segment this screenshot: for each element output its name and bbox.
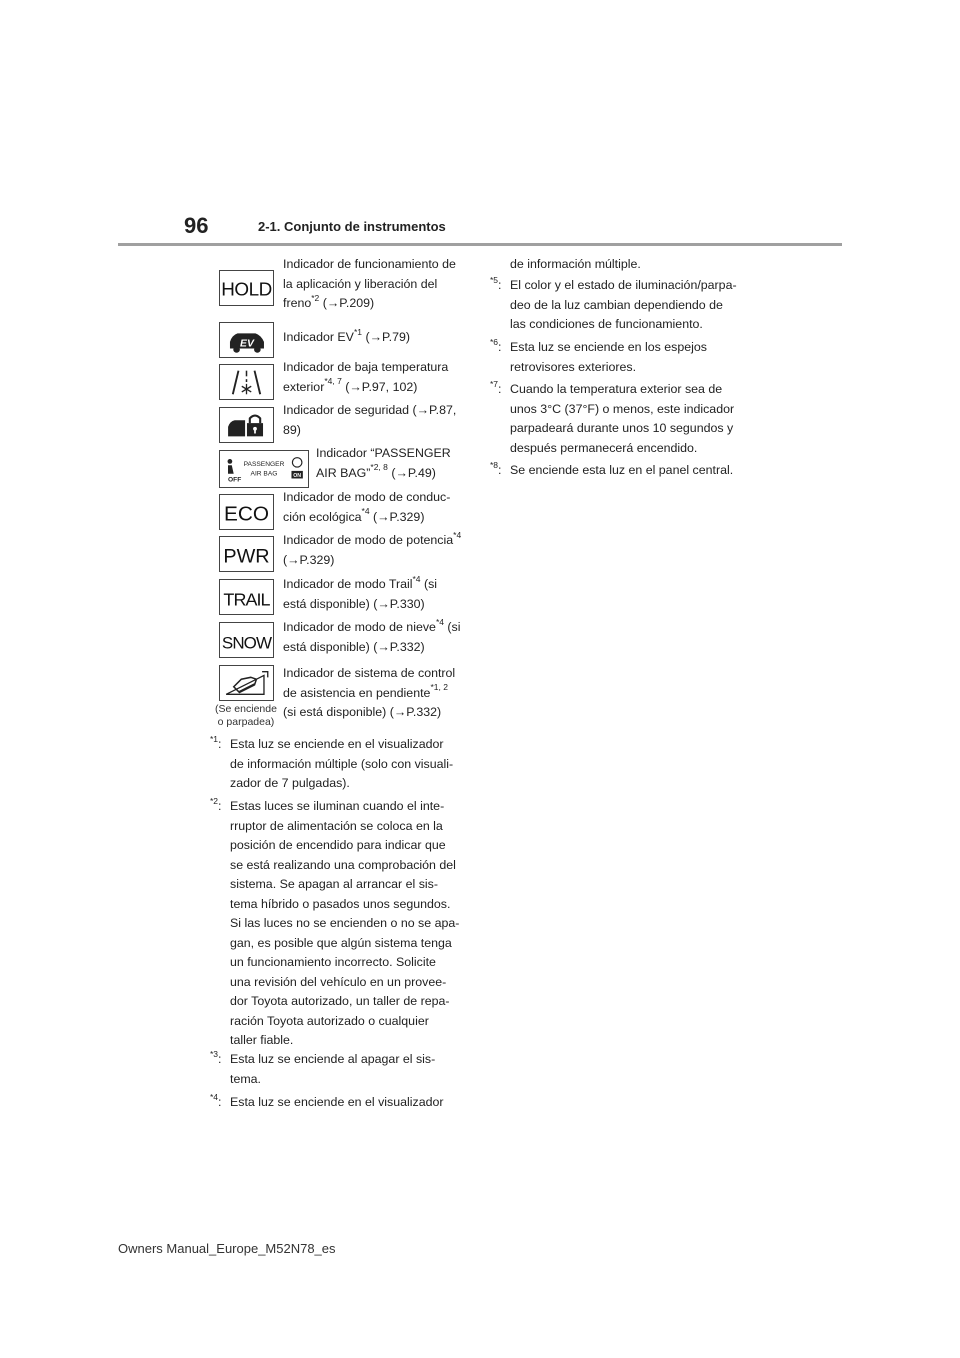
svg-text:EV: EV <box>240 338 254 350</box>
hold-icon <box>219 270 274 306</box>
pwr-icon <box>219 536 274 572</box>
svg-text:OFF: OFF <box>228 476 242 484</box>
section-title: 2-1. Conjunto de instrumentos <box>258 219 446 234</box>
svg-text:PWR: PWR <box>223 545 270 568</box>
snow-icon <box>219 622 274 658</box>
hill-assist-icon-caption: (Se enciende o parpadea) <box>215 703 277 728</box>
indicator-hill-assist-description: Indicador de sistema de control de asistencia en pendiente$^{*1, 2}$ (si está disponible) (→P.332) <box>283 666 456 719</box>
indicator-passenger-airbag-description: Indicador “PASSENGER AIR BAG”$^{*2, 8}$ (→P.49) <box>316 446 451 480</box>
indicator-trail-description: Indicador de modo Trail$^{*4}$ (si está disponible) (→P.330) <box>283 573 438 611</box>
svg-text:AIR BAG: AIR BAG <box>250 470 278 478</box>
low-temp-icon <box>219 364 274 400</box>
page-number: 96 <box>184 213 209 238</box>
trail-icon <box>219 579 274 615</box>
header-rule <box>118 243 842 246</box>
svg-text:ON: ON <box>293 473 302 480</box>
eco-icon <box>219 494 274 530</box>
indicator-pwr-description: Indicador de modo de potencia$^{*4}$ (→P.329) <box>283 529 462 567</box>
indicator-hold-description: Indicador de funcionamiento de la aplicación y liberación del freno$^{*2}$ (→P.209) <box>283 257 456 310</box>
indicator-low-temp-description: Indicador de baja temperatura exterior$^{*4, 7}$ (→P.97, 102) <box>283 360 449 394</box>
footer-document-id: Owners Manual_Europe_M52N78_es <box>118 1241 336 1256</box>
svg-text:SNOW: SNOW <box>221 633 272 653</box>
hill-assist-icon <box>219 665 274 701</box>
security-icon <box>219 407 274 443</box>
indicator-snow-description: Indicador de modo de nieve$^{*4}$ (si está disponible) (→P.332) <box>283 616 461 654</box>
indicator-eco-description: Indicador de modo de conduc- ción ecológica$^{*4}$ (→P.329) <box>283 490 451 524</box>
svg-text:HOLD: HOLD <box>221 279 272 301</box>
indicator-ev-description: Indicador EV$^{*1}$ (→P.79) <box>283 326 410 344</box>
svg-text:TRAIL: TRAIL <box>223 589 270 610</box>
ev-icon <box>219 322 274 358</box>
indicator-security-description: Indicador de seguridad (→P.87, 89) <box>283 403 457 437</box>
passenger-airbag-icon <box>219 450 309 488</box>
svg-text:ECO: ECO <box>224 502 269 526</box>
svg-text:PASSENGER: PASSENGER <box>243 461 285 469</box>
